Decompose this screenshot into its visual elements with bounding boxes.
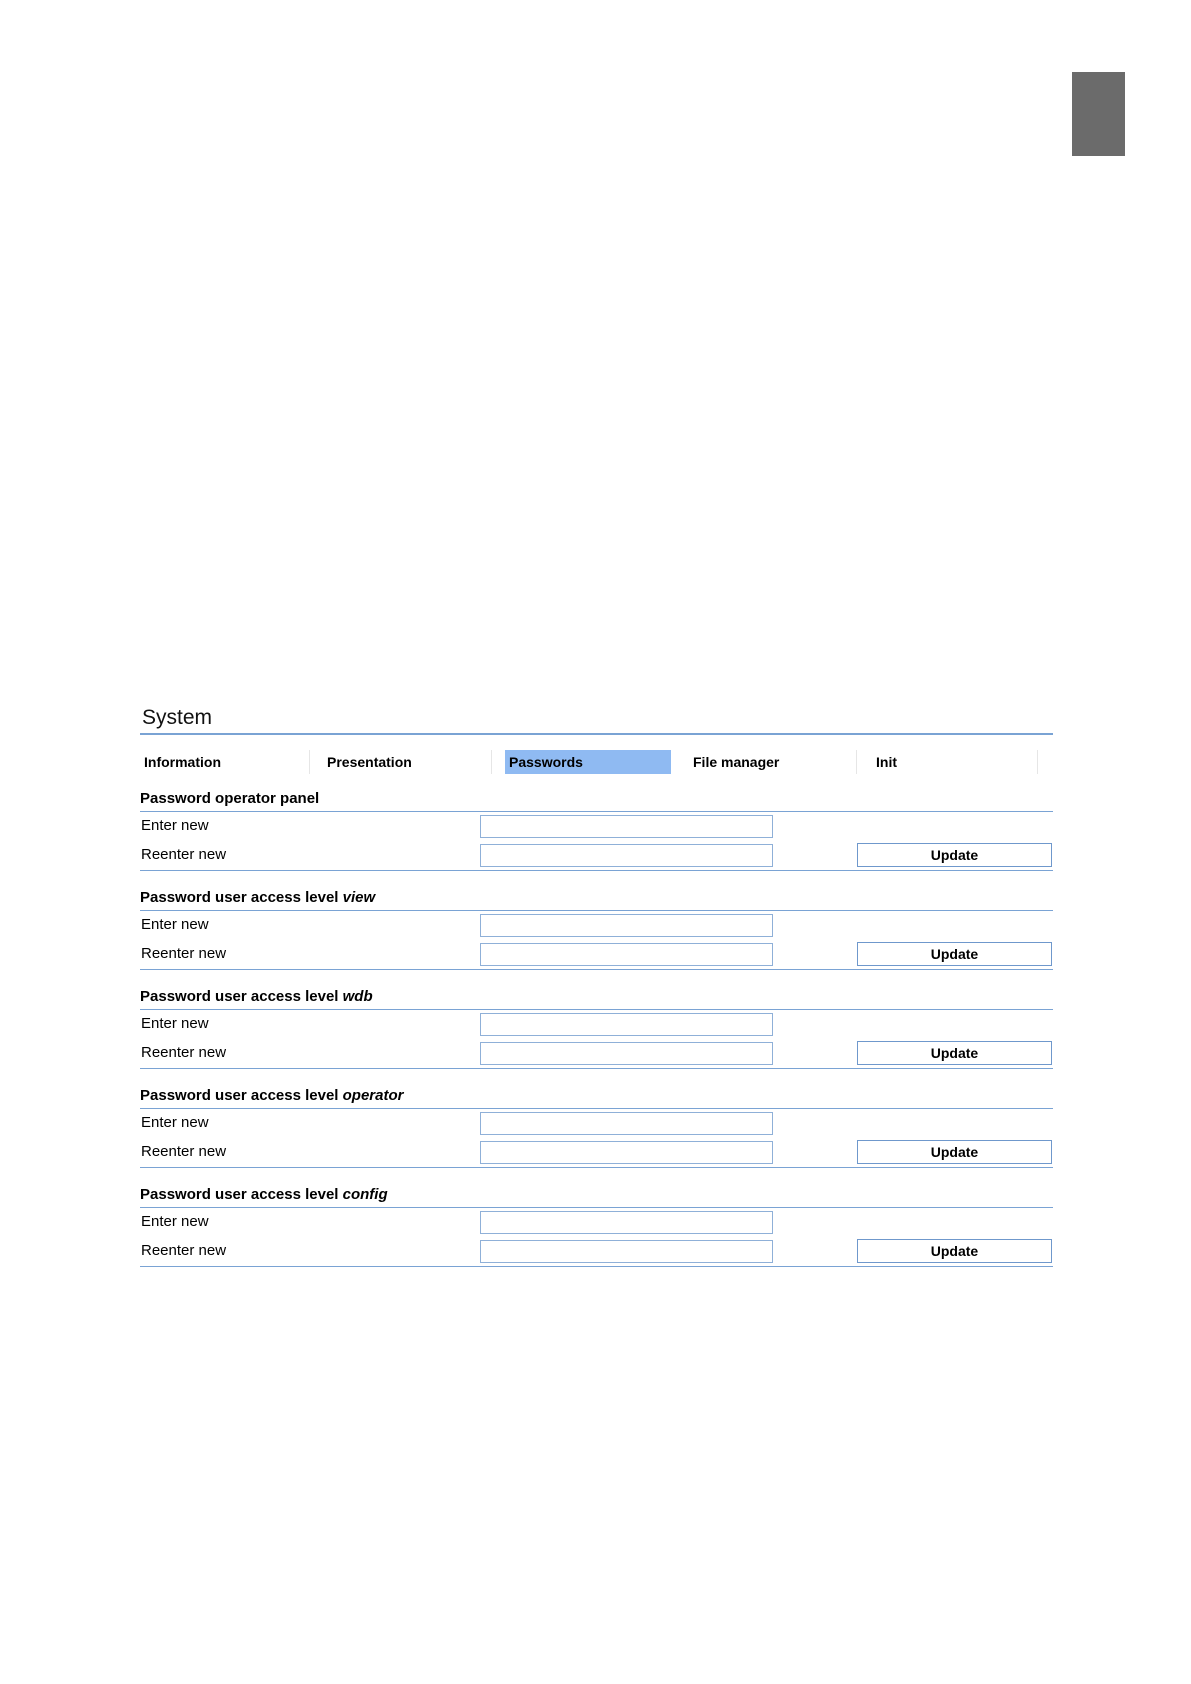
tab-separator xyxy=(309,750,310,774)
enter-new-label: Enter new xyxy=(141,817,209,834)
update-button[interactable]: Update xyxy=(857,843,1052,867)
reenter-new-password-input[interactable] xyxy=(480,844,773,867)
enter-new-password-input[interactable] xyxy=(480,1013,773,1036)
enter-new-label: Enter new xyxy=(141,916,209,933)
reenter-new-label: Reenter new xyxy=(141,945,227,962)
section-heading: Password operator panel xyxy=(140,790,320,807)
enter-new-password-input[interactable] xyxy=(480,1112,773,1135)
section-level-view xyxy=(140,888,1053,978)
section-heading: Password user access level wdb xyxy=(140,988,373,1005)
reenter-new-label: Reenter new xyxy=(141,1143,227,1160)
section-divider xyxy=(140,1207,1053,1208)
tab-passwords[interactable]: Passwords xyxy=(505,750,671,774)
tab-init[interactable]: Init xyxy=(876,754,897,770)
update-button[interactable]: Update xyxy=(857,1140,1052,1164)
section-operator-panel xyxy=(140,789,1053,879)
reenter-new-password-input[interactable] xyxy=(480,943,773,966)
tab-information[interactable]: Information xyxy=(144,754,221,770)
enter-new-password-input[interactable] xyxy=(480,914,773,937)
enter-new-label: Enter new xyxy=(141,1213,209,1230)
update-button[interactable]: Update xyxy=(857,1239,1052,1263)
reenter-new-password-input[interactable] xyxy=(480,1141,773,1164)
panel-title: System xyxy=(142,706,213,729)
section-level-operator xyxy=(140,1086,1053,1176)
tab-separator xyxy=(491,750,492,774)
section-divider xyxy=(140,811,1053,812)
tab-separator xyxy=(856,750,857,774)
section-level-config xyxy=(140,1185,1053,1275)
update-button[interactable]: Update xyxy=(857,942,1052,966)
enter-new-label: Enter new xyxy=(141,1015,209,1032)
enter-new-password-input[interactable] xyxy=(480,1211,773,1234)
section-heading: Password user access level config xyxy=(140,1186,388,1203)
reenter-new-password-input[interactable] xyxy=(480,1240,773,1263)
enter-new-label: Enter new xyxy=(141,1114,209,1131)
tab-file-manager[interactable]: File manager xyxy=(693,754,780,770)
enter-new-password-input[interactable] xyxy=(480,815,773,838)
section-divider xyxy=(140,969,1053,970)
section-heading: Password user access level view xyxy=(140,889,376,906)
reenter-new-label: Reenter new xyxy=(141,1044,227,1061)
tab-bar xyxy=(140,750,1053,774)
section-heading: Password user access level operator xyxy=(140,1087,404,1104)
section-divider xyxy=(140,1266,1053,1267)
reenter-new-label: Reenter new xyxy=(141,846,227,863)
reenter-new-label: Reenter new xyxy=(141,1242,227,1259)
section-level-wdb xyxy=(140,987,1053,1077)
section-divider xyxy=(140,910,1053,911)
section-divider xyxy=(140,1009,1053,1010)
tab-presentation[interactable]: Presentation xyxy=(327,754,412,770)
page-thumb-tab xyxy=(1072,72,1125,156)
tab-separator xyxy=(1037,750,1038,774)
section-divider xyxy=(140,1167,1053,1168)
update-button[interactable]: Update xyxy=(857,1041,1052,1065)
section-divider xyxy=(140,1068,1053,1069)
section-divider xyxy=(140,1108,1053,1109)
reenter-new-password-input[interactable] xyxy=(480,1042,773,1065)
section-divider xyxy=(140,870,1053,871)
title-divider xyxy=(140,733,1053,735)
